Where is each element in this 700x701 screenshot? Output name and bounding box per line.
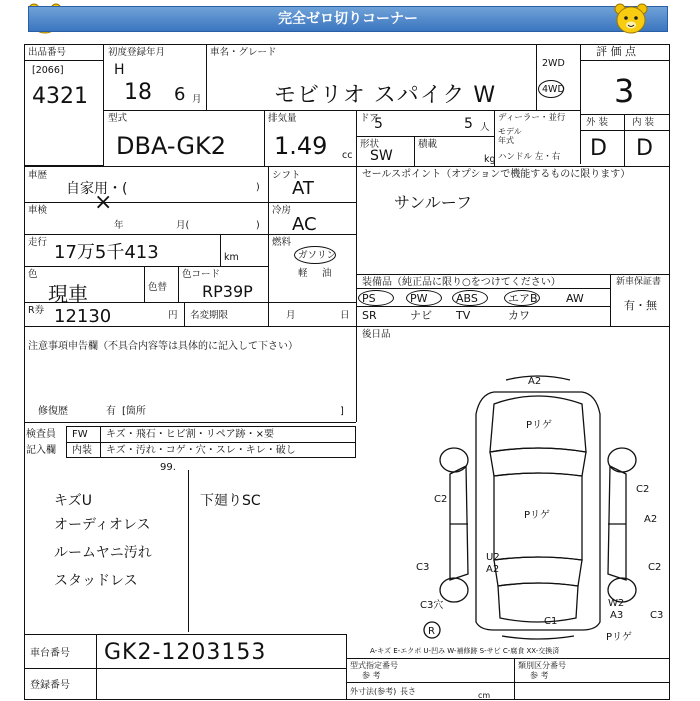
mileage-label: 走行	[28, 237, 48, 248]
note-line-1: キズU	[54, 493, 92, 509]
ac-value: AC	[292, 214, 317, 235]
inspector-fw: FW	[72, 429, 88, 440]
displacement: 1.49	[274, 132, 328, 160]
damage-legend: A-キズ E-エクボ U-凹み W-補修跡 S-サビ C-腐食 XX-交換済	[370, 647, 560, 655]
diag-right-a2: A2	[644, 514, 658, 525]
diag-right-a3: A3	[610, 610, 624, 621]
cm-unit: cm	[478, 691, 491, 700]
banner-title: 完全ゼロ切りコーナー	[28, 6, 668, 32]
note-line-4: スタッドレス	[54, 573, 138, 589]
use-value: 自家用・(	[66, 181, 128, 197]
mileage-value: 17万5千413	[54, 242, 159, 263]
diagram-rear-glass	[494, 557, 582, 586]
score-label: 評 価 点	[596, 45, 636, 58]
equip-label: 装備品（純正品に限り○をつけてください）	[362, 277, 561, 288]
repair-yes: 有	[106, 406, 116, 417]
inspector-codes: キズ・飛石・ヒビ割・リペア跡・×要	[106, 429, 274, 440]
regist-deadline-label: 名変期限	[190, 310, 229, 321]
score: 3	[614, 72, 635, 110]
diagram-right-side	[608, 466, 626, 580]
chassis-value: GK2-1203153	[104, 640, 267, 665]
displacement-label: 排気量	[268, 113, 297, 124]
dealer-label: ディーラー・並行	[498, 113, 566, 123]
regist-month-unit: 月	[286, 310, 296, 321]
bear-mascot-icon	[612, 2, 650, 38]
month-unit: 月	[192, 94, 202, 105]
cc-unit: cc	[342, 150, 353, 161]
first-reg-month: 6	[174, 84, 186, 105]
equip-item: エアB	[508, 292, 538, 305]
note-line-3: ルームヤニ汚れ	[54, 545, 152, 561]
diagram-rear	[498, 583, 578, 622]
equip-item: PW	[410, 292, 428, 305]
first-reg-label: 初度登録年月	[108, 47, 166, 58]
note-right: 下廻りSC	[200, 493, 261, 509]
color-label: 色	[28, 269, 38, 280]
diagram-windshield	[490, 448, 586, 476]
car-name: モビリオ スパイク W	[274, 83, 497, 108]
shape-label: 形状	[360, 139, 380, 150]
equip-item: ABS	[456, 292, 478, 305]
first-reg-era: H	[114, 62, 125, 78]
diag-spare-r: R	[428, 626, 435, 637]
dims-length: 長さ	[400, 687, 416, 696]
diag-roof: Pリゲ	[524, 510, 550, 521]
diagram-wheel-fl	[440, 448, 468, 472]
car-name-label: 車名・グレード	[210, 47, 277, 58]
equip-item: SR	[362, 309, 377, 322]
load-label: 積載	[418, 139, 438, 150]
lot-sub: [2066]	[32, 65, 64, 76]
shape: SW	[370, 148, 393, 164]
dims-label: 外寸法(参考)	[350, 687, 397, 696]
first-reg-year: 18	[124, 80, 152, 105]
equip-item-circle	[504, 290, 540, 306]
lot-number: 4321	[32, 84, 88, 109]
equip-item: AW	[566, 292, 584, 305]
equip-item-circle	[358, 290, 394, 306]
fuel-gas-circle	[294, 246, 336, 264]
fuel-oil: 油	[322, 268, 332, 279]
equip-item: カワ	[508, 309, 530, 322]
inspection-month-unit: 月(	[176, 220, 190, 231]
doors: 5	[374, 116, 383, 132]
diag-top: A2	[528, 376, 542, 387]
diag-left-a2: A2	[486, 564, 500, 575]
regno-label: 登録番号	[30, 680, 70, 691]
repair-close: ]	[340, 406, 344, 417]
type-designation-label: 型式指定番号	[350, 661, 398, 670]
doors-label: ドア	[360, 113, 379, 124]
diag-left-u2: U2	[486, 552, 500, 563]
inspection-year-unit: 年	[114, 220, 124, 231]
diag-right-front: C2	[636, 484, 650, 495]
exterior-grade: D	[590, 136, 607, 161]
color-value: 現車	[48, 282, 88, 306]
notes-label: 注意事項申告欄（不具合内容等は具体的に記入して下さい）	[28, 341, 298, 352]
shift-value: AT	[292, 178, 314, 199]
entry-label: 記入欄	[26, 445, 56, 456]
yen-unit: 円	[168, 310, 178, 321]
fuel-gas: ガソリン	[298, 250, 337, 261]
seats: 5	[464, 116, 473, 132]
diag-right-rear-c3: C3	[650, 610, 664, 621]
entry-interior: 内装	[72, 445, 92, 456]
diag-hood: Pリゲ	[526, 420, 552, 431]
car-damage-diagram	[406, 374, 670, 642]
repair-parts: [箇所	[122, 406, 146, 417]
lot-label: 出品番号	[28, 47, 67, 58]
sales-point-label: セールスポイント（オプションで機能するものに限ります）	[362, 169, 631, 180]
drive-2wd: 2WD	[542, 58, 565, 69]
warranty-label: 新車保証書	[616, 277, 662, 287]
recycle-value: 12130	[54, 306, 112, 327]
inspection-sheet	[24, 44, 670, 700]
km-unit: km	[224, 252, 239, 263]
use-label: 車歴	[28, 170, 48, 181]
inspection-close: )	[256, 220, 260, 231]
reference-label-2: 参 考	[530, 671, 549, 680]
exterior-label: 外 装	[586, 117, 609, 128]
equip-item: TV	[456, 309, 471, 322]
note-line-2: オーディオレス	[54, 517, 151, 533]
inspector-num: 99.	[160, 462, 176, 473]
fuel-label: 燃料	[272, 237, 292, 248]
recycle-label: R券	[28, 305, 45, 316]
shift-label: シフト	[272, 170, 301, 181]
diagram-rear-bumper	[502, 636, 574, 639]
equip-item: PS	[362, 292, 376, 305]
kg-unit: kg	[484, 154, 496, 165]
rear-seat-label: 後日品	[362, 329, 391, 340]
drive-4wd: 4WD	[542, 84, 565, 95]
diag-left-rear: C3穴	[420, 600, 444, 611]
drive-4wd-circle	[538, 80, 564, 98]
model-year-label: モデル 年式	[498, 127, 522, 145]
model: DBA-GK2	[116, 132, 226, 160]
diag-right-w2: W2	[608, 598, 625, 609]
entry-codes: キズ・汚れ・コゲ・穴・スレ・キレ・破し	[106, 445, 296, 456]
diag-bottom: Pリゲ	[606, 632, 632, 642]
category-label: 類別区分番号	[518, 661, 566, 670]
regist-day-unit: 日	[340, 310, 350, 321]
color-code-value: RP39P	[202, 282, 253, 301]
color-change-label: 色替	[148, 282, 168, 293]
diag-left-front: C2	[434, 494, 448, 505]
fuel-light: 軽	[298, 268, 308, 279]
handle-label: ハンドル 左・右	[498, 152, 561, 162]
diagram-left-side	[450, 466, 468, 580]
interior-label: 内 装	[632, 117, 655, 128]
diagram-wheel-fr	[608, 448, 636, 472]
warranty-value: 有・無	[624, 299, 657, 312]
color-code-label: 色コード	[182, 269, 221, 280]
chassis-label: 車台番号	[30, 648, 70, 659]
inspector-label: 検査員	[26, 429, 56, 440]
reference-label-1: 参 考	[362, 671, 381, 680]
equip-item-circle	[452, 290, 488, 306]
seats-unit: 人	[480, 122, 490, 133]
use-close: )	[256, 182, 260, 193]
equip-item: ナビ	[410, 309, 432, 322]
repair-label: 修復歴	[38, 406, 68, 417]
diag-rear-bumper: C1	[544, 616, 558, 627]
diag-right-c2: C2	[648, 562, 662, 573]
inspection-year-mark: ×	[94, 190, 113, 215]
diagram-wheel-rl	[440, 578, 468, 602]
interior-grade: D	[636, 136, 653, 161]
inspection-label: 車検	[28, 205, 48, 216]
sales-point-value: サンルーフ	[394, 193, 473, 212]
equip-item-circle	[406, 290, 442, 306]
ac-label: 冷房	[272, 205, 292, 216]
diag-left-c3: C3	[416, 562, 430, 573]
model-label: 型式	[108, 113, 128, 124]
